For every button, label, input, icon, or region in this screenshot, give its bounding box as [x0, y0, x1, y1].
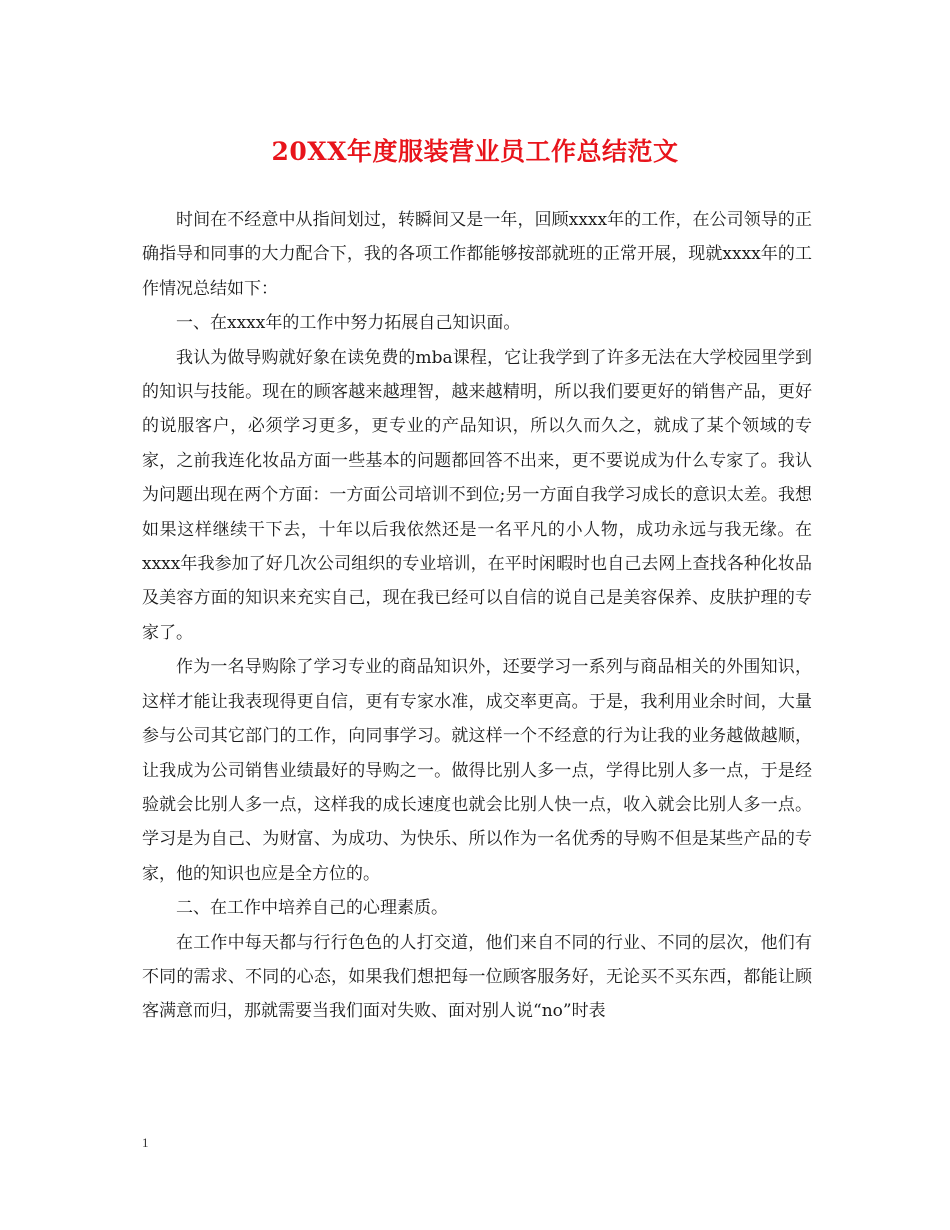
page-number: 1	[142, 1135, 149, 1150]
paragraph-section-heading-1: 一、在xxxx年的工作中努力拓展自己知识面。	[176, 313, 521, 334]
document-body	[142, 203, 812, 1029]
paragraph-extra-learning: 作为一名导购除了学习专业的商品知识外，还要学习一系列与商品相关的外围知识，这样才能让我表现得更自信，更有专家水准，成交率更高。于是，我利用业余时间，大量参与公司其它部门的工作，向同事学习。就这样一个不经意的行为让我的业务越做越顺，让我成为公司销售业绩最好的导购之一。做得比别人多一点，学得比别人多一点，于是经验就会比别人多一点，这样我的成长速度也就会比别人快一点，收入就会比别人多一点。学习是为自己、为财富、为成功、为快乐、所以作为一名优秀的导购不但是某些产品的专家，他的知识也应是全方位的。	[142, 657, 812, 884]
paragraph-knowledge: 我认为做导购就好象在读免费的mba课程，它让我学到了许多无法在大学校园里学到的知识与技能。现在的顾客越来越理智，越来越精明，所以我们要更好的销售产品，更好的说服客户，必须学习更多，更专业的产品知识，所以久而久之，就成了某个领域的专家，之前我连化妆品方面一些基本的问题都回答不出来，更不要说成为什么专家了。我认为问题出现在两个方面：一方面公司培训不到位;另一方面自我学习成长的意识太差。我想如果这样继续干下去，十年以后我依然还是一名平凡的小人物，成功永远与我无缘。在xxxx年我参加了好几次公司组织的专业培训，在平时闲暇时也自己去网上查找各种化妆品及美容方面的知识来充实自己，现在我已经可以自信的说自己是美容保养、皮肤护理的专家了。	[142, 347, 812, 643]
paragraph-section-heading-2: 二、在工作中培养自己的心理素质。	[176, 898, 448, 919]
document-title: 20XX年度服装营业员工作总结范文	[271, 137, 679, 166]
paragraph-intro: 时间在不经意中从指间划过，转瞬间又是一年，回顾xxxx年的工作，在公司领导的正确指导和同事的大力配合下，我的各项工作都能够按部就班的正常开展，现就xxxx年的工作情况总结如下：	[142, 210, 812, 299]
paragraph-psychology: 在工作中每天都与行行色色的人打交道，他们来自不同的行业、不同的层次，他们有不同的需求、不同的心态，如果我们想把每一位顾客服务好，无论买不买东西，都能让顾客满意而归，那就需要当我们面对失败、面对别人说“no”时表	[142, 932, 812, 1022]
